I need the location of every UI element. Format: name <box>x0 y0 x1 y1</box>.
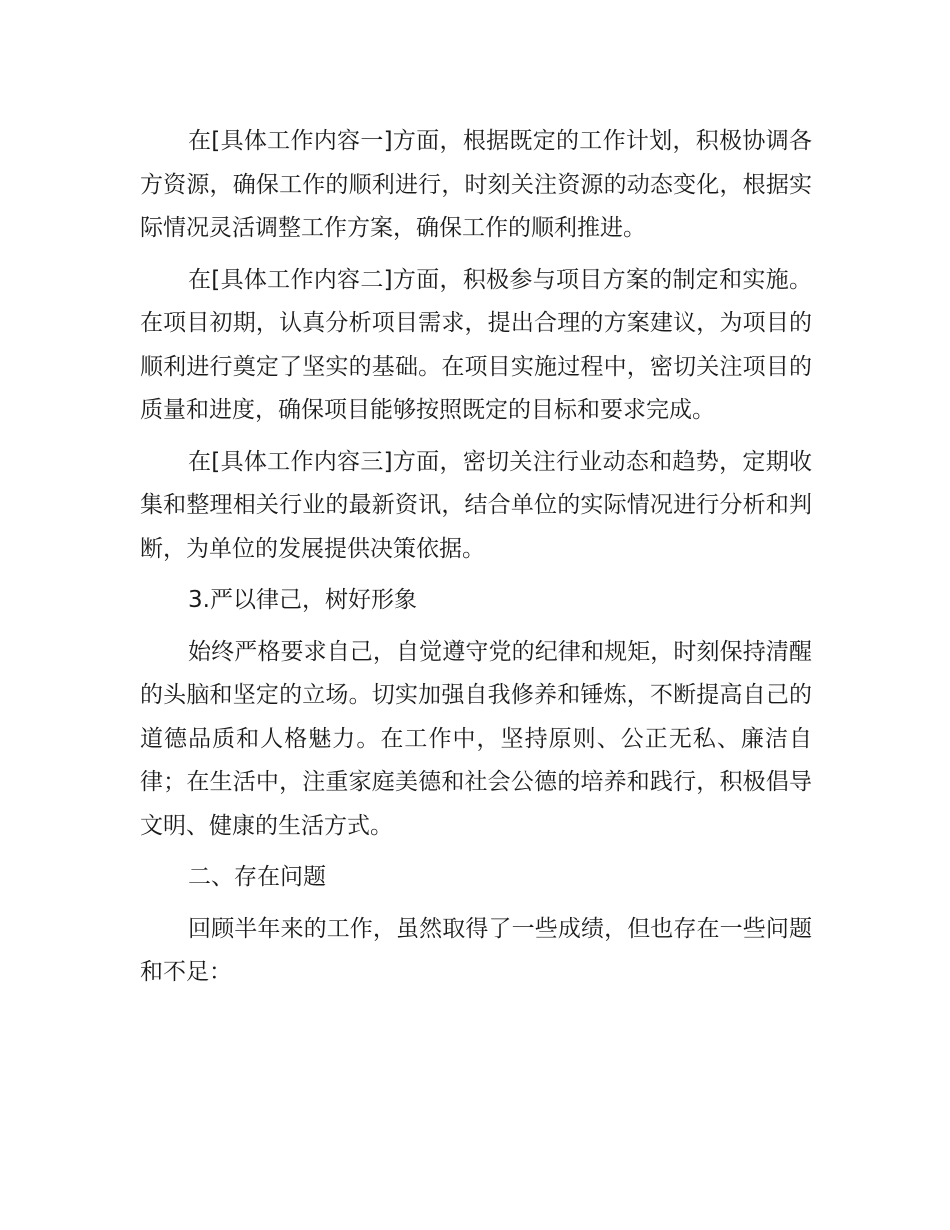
document-body <box>140 120 812 1003</box>
paragraph-self-discipline: 始终严格要求自己，自觉遵守党的纪律和规矩，时刻保持清醒的头脑和坚定的立场。切实加强自我修养和锤炼，不断提高自己的道德品质和人格魅力。在工作中，坚持原则、公正无私、廉洁自律；在生活中，注重家庭美德和社会公德的培养和践行，积极倡导文明、健康的生活方式。 <box>140 638 812 839</box>
section-heading-problems: 二、存在问题 <box>188 864 326 890</box>
paragraph-work-content-3: 在[具体工作内容三]方面，密切关注行业动态和趋势，定期收集和整理相关行业的最新资讯，结合单位的实际情况进行分析和判断，为单位的发展提供决策依据。 <box>140 448 812 562</box>
section-heading-discipline: 3.严以律己，树好形象 <box>188 587 417 613</box>
paragraph-work-content-1: 在[具体工作内容一]方面，根据既定的工作计划，积极协调各方资源，确保工作的顺利进行，时刻关注资源的动态变化，根据实际情况灵活调整工作方案，确保工作的顺利推进。 <box>140 128 812 241</box>
paragraph-problems-intro: 回顾半年来的工作，虽然取得了一些成绩，但也存在一些问题和不足： <box>140 915 812 985</box>
paragraph-work-content-2: 在[具体工作内容二]方面，积极参与项目方案的制定和实施。在项目初期，认真分析项目需求，提出合理的方案建议，为项目的顺利进行奠定了坚实的基础。在项目实施过程中，密切关注项目的质量和进度，确保项目能够按照既定的目标和要求完成。 <box>140 266 812 423</box>
